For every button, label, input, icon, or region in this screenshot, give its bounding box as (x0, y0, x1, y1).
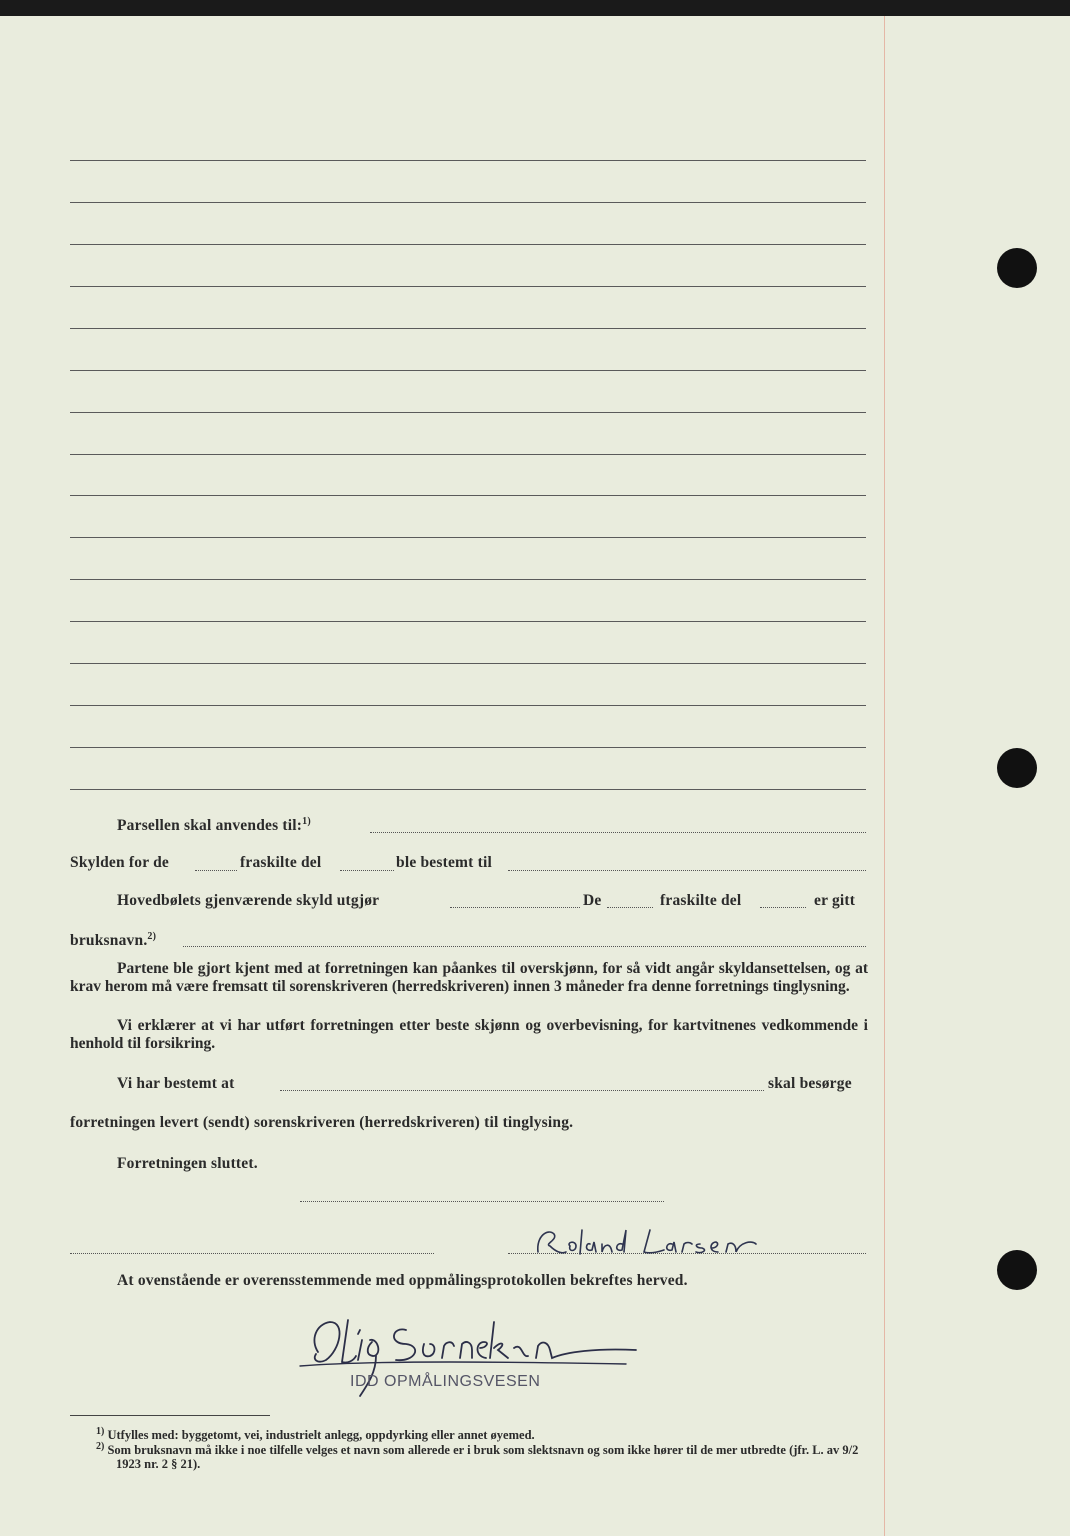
delivery-text: forretningen levert (sendt) sorenskriveren (herredskriveren) til tinglysing. (70, 1114, 574, 1131)
ruled-line (70, 789, 866, 790)
office-stamp: IDD OPMÅLINGSVESEN (350, 1373, 541, 1390)
ruled-line (70, 663, 866, 664)
tax-field-3[interactable] (508, 870, 866, 871)
closing-text: Forretningen sluttet. (117, 1155, 258, 1172)
name-field[interactable] (183, 946, 866, 947)
ruled-line (70, 286, 866, 287)
ruled-line (70, 537, 866, 538)
de-label: De (583, 892, 602, 909)
given-label: er gitt (814, 892, 856, 909)
ruled-line (70, 705, 866, 706)
ruled-line (70, 747, 866, 748)
scan-top-edge (0, 0, 1070, 16)
decided-label: Vi har bestemt at (117, 1075, 235, 1092)
tax-label-3: ble bestemt til (396, 854, 492, 871)
decided-field[interactable] (280, 1090, 764, 1091)
binder-hole (997, 1250, 1037, 1290)
will-handle-label: skal besørge (768, 1075, 852, 1092)
tax-label-1: Skylden for de (70, 854, 169, 871)
footnote-1: $^{1)}$ Utfylles med: byggetomt, vei, industrielt anlegg, oppdyrking eller annet øyemed. (96, 1426, 535, 1443)
ruled-line (70, 160, 866, 161)
ruled-line (70, 370, 866, 371)
remaining-tax-field[interactable] (450, 907, 580, 908)
ruled-line (70, 621, 866, 622)
binder-hole (997, 248, 1037, 288)
ruled-line (70, 244, 866, 245)
usage-field[interactable] (370, 832, 866, 833)
ruled-line (70, 412, 866, 413)
signature-line[interactable] (70, 1253, 434, 1254)
tax-label-2: fraskilte del (240, 854, 322, 871)
footnote-divider (70, 1415, 270, 1416)
ruled-line (70, 328, 866, 329)
footnote-2: $^{2)}$ Som bruksnavn må ikke i noe tilfelle velges et navn som allerede er i bruk som slektsnavn og som ikke hører til de mer utbredte (jfr. L. av 9/2 1923 nr. 2 § 21). (96, 1441, 859, 1472)
name-label: bruksnavn.$^{2)}$ (70, 931, 157, 950)
parcel-label: fraskilte del (660, 892, 742, 909)
tax-field-2[interactable] (340, 870, 394, 871)
declaration-paragraph: Vi erklærer at vi har utført forretningen etter beste skjønn og overbevisning, for kartvitnenes vedkommende i henhold til forsikring. (70, 1017, 868, 1052)
appeal-paragraph: Partene ble gjort kjent med at forretningen kan påankes til overskjønn, for så vidt angår skyldansettelsen, og at krav herom må være fremsatt til sorenskriveren (herredskriveren) innen 3 måneder fra denne forretnings tinglysning. (70, 960, 868, 995)
ruled-line (70, 495, 866, 496)
tax-field-1[interactable] (195, 870, 237, 871)
de-field[interactable] (607, 907, 653, 908)
ruled-line (70, 454, 866, 455)
binder-hole (997, 748, 1037, 788)
usage-label: Parsellen skal anvendes til:$^{1)}$ (117, 816, 311, 835)
signature-line[interactable] (300, 1201, 664, 1202)
certification-text: At ovenstående er overensstemmende med oppmålingsprotokollen bekreftes herved. (117, 1272, 688, 1289)
remaining-tax-label: Hovedbølets gjenværende skyld utgjør (117, 892, 380, 909)
ruled-line (70, 202, 866, 203)
margin-line (884, 16, 885, 1536)
ruled-line (70, 579, 866, 580)
parcel-field[interactable] (760, 907, 806, 908)
